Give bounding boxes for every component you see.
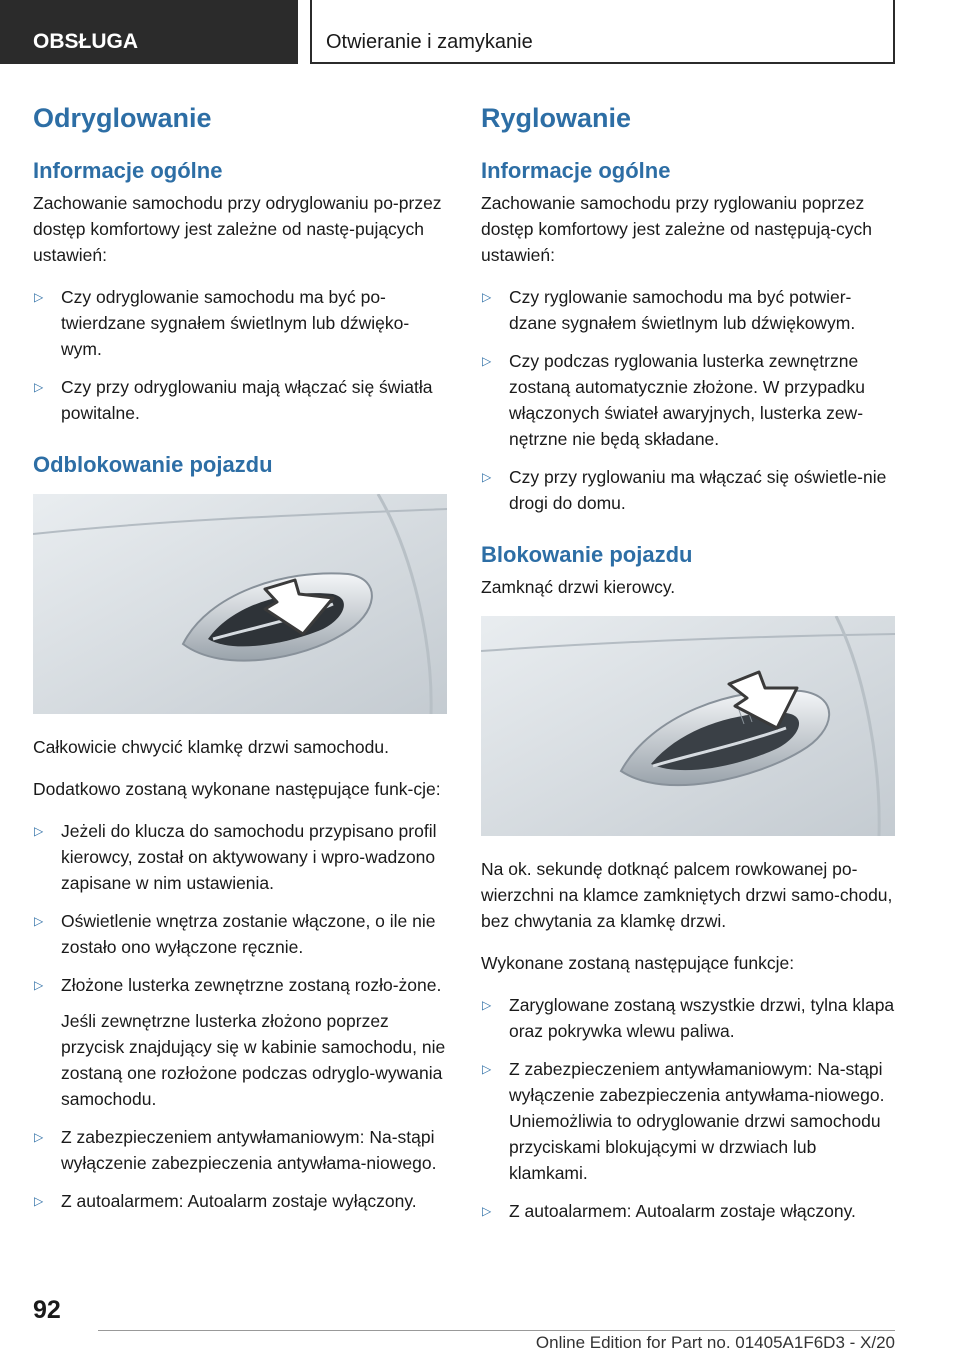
right-general-heading: Informacje ogólne [481, 158, 671, 183]
unlock-vehicle-heading: Odblokowanie pojazdu [33, 452, 273, 477]
door-handle-lock-image [481, 616, 895, 836]
list-item: ▷ Czy ryglowanie samochodu ma być potwier-dzane sygnałem świetlnym lub dźwiękowym. [481, 284, 897, 336]
left-general-list [33, 284, 449, 426]
triangle-bullet-icon: ▷ [482, 354, 492, 368]
list-item: ▷ Z autoalarmem: Autoalarm zostaje wyłączony. [33, 1188, 449, 1214]
triangle-bullet-icon: ▷ [34, 1130, 44, 1144]
triangle-bullet-icon: ▷ [34, 290, 44, 304]
list-item: ▷ Czy odryglowanie samochodu ma być po-twierdzane sygnałem świetlnym lub dźwięko-wym. [33, 284, 449, 362]
triangle-bullet-icon: ▷ [482, 470, 492, 484]
right-general-list [481, 284, 897, 516]
triangle-bullet-icon: ▷ [34, 824, 44, 838]
triangle-bullet-icon: ▷ [482, 1062, 492, 1076]
edition-note: Online Edition for Part no. 01405A1F6D3 - X/20 [535, 1333, 895, 1352]
list-item: ▷ Czy podczas ryglowania lusterka zewnętrzne zostaną automatycznie złożone. W przypadku włączonych świateł awaryjnych, lusterka zew-nętrzne nie będą składane. [481, 348, 897, 452]
list-item: ▷ Z zabezpieczeniem antywłamaniowym: Na-stąpi wyłączenie zabezpieczenia antywłama-niowego. Uniemożliwia to odryglowanie drzwi samochodu przyciskami blokującymi w drzwiach lub klamkami. [481, 1056, 897, 1186]
page-header [0, 0, 960, 66]
footer-divider [98, 1330, 895, 1331]
chapter-label: Otwieranie i zamykanie [310, 0, 895, 64]
unlock-functions-list [33, 818, 449, 1214]
left-column [33, 98, 449, 1232]
triangle-bullet-icon: ▷ [34, 914, 44, 928]
page-number: 92 [33, 1296, 61, 1324]
triangle-bullet-icon: ▷ [34, 978, 44, 992]
list-item: ▷ Złożone lusterka zewnętrzne zostaną rozło-żone. Jeśli zewnętrzne lusterka złożono poprzez przycisk znajdujący się w kabinie samochodu, nie zostaną one rozłożone podczas odryglo-wywania samochodu. [33, 972, 449, 1112]
door-handle-unlock-image [33, 494, 447, 714]
section-label: OBSŁUGA [0, 0, 298, 64]
triangle-bullet-icon: ▷ [34, 1194, 44, 1208]
triangle-bullet-icon: ▷ [482, 1204, 492, 1218]
right-column [481, 98, 897, 1242]
right-general-text: Zachowanie samochodu przy ryglowaniu poprzez dostęp komfortowy jest zależne od następują-cych ustawień: [481, 193, 873, 265]
triangle-bullet-icon: ▷ [482, 998, 492, 1012]
left-general-text: Zachowanie samochodu przy odryglowaniu po-przez dostęp komfortowy jest zależne od nastę-pujących ustawień: [33, 193, 442, 265]
lock-text-1: Zamknąć drzwi kierowcy. [481, 577, 676, 597]
left-general-heading: Informacje ogólne [33, 158, 223, 183]
lock-text-3: Wykonane zostaną następujące funkcje: [481, 953, 795, 973]
list-item: ▷ Czy przy ryglowaniu ma włączać się oświetle-nie drogi do domu. [481, 464, 897, 516]
lock-vehicle-heading: Blokowanie pojazdu [481, 542, 693, 567]
list-item: ▷ Czy przy odryglowaniu mają włączać się światła powitalne. [33, 374, 449, 426]
unlock-text-1: Całkowicie chwycić klamkę drzwi samochodu. [33, 737, 389, 757]
list-item: ▷ Oświetlenie wnętrza zostanie włączone, o ile nie zostało ono wyłączone ręcznie. [33, 908, 449, 960]
locking-title: Ryglowanie [481, 103, 632, 133]
unlock-text-2: Dodatkowo zostaną wykonane następujące funk-cje: [33, 779, 441, 799]
lock-text-2: Na ok. sekundę dotknąć palcem rowkowanej po-wierzchni na klamce zamkniętych drzwi samo-chodu, bez chwytania za klamkę drzwi. [481, 859, 893, 931]
triangle-bullet-icon: ▷ [34, 380, 44, 394]
triangle-bullet-icon: ▷ [482, 290, 492, 304]
unlocking-title: Odryglowanie [33, 103, 212, 133]
list-item: ▷ Z zabezpieczeniem antywłamaniowym: Na-stąpi wyłączenie zabezpieczenia antywłama-niowego. [33, 1124, 449, 1176]
mirror-note: Jeśli zewnętrzne lusterka złożono poprzez przycisk znajdujący się w kabinie samochodu, nie zostaną one rozłożone podczas odryglo-wywania samochodu. [61, 1011, 446, 1109]
list-item: ▷ Zaryglowane zostaną wszystkie drzwi, tylna klapa oraz pokrywka wlewu paliwa. [481, 992, 897, 1044]
list-item: ▷ Z autoalarmem: Autoalarm zostaje włączony. [481, 1198, 897, 1224]
list-item: ▷ Jeżeli do klucza do samochodu przypisano profil kierowcy, został on aktywowany i wpro-wadzono zapisane w nim ustawienia. [33, 818, 449, 896]
lock-functions-list [481, 992, 897, 1224]
